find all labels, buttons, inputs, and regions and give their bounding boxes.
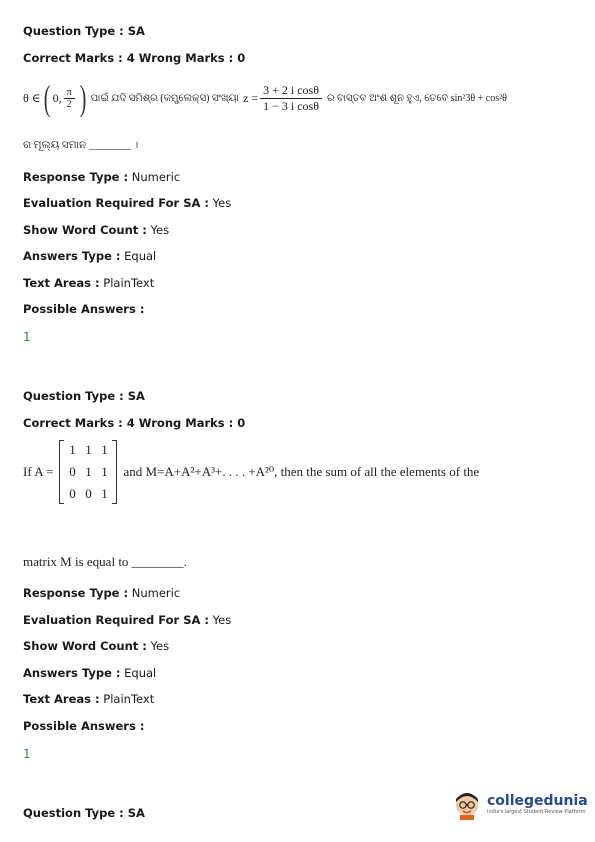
question-type-heading: Question Type : SA xyxy=(23,389,145,403)
field-value: Yes xyxy=(150,639,170,653)
field-value: Yes xyxy=(150,223,170,237)
frac-numerator: π xyxy=(64,87,75,99)
matrix-cell: 0 xyxy=(69,464,76,479)
possible-answer: 1 xyxy=(23,747,31,761)
field-label: Show Word Count : xyxy=(23,223,147,237)
interval-start: 0, xyxy=(52,90,62,105)
field-label: Text Areas : xyxy=(23,692,100,706)
matrix-cell: 1 xyxy=(101,442,108,457)
field-value: Numeric xyxy=(131,586,181,600)
field-value: Yes xyxy=(212,613,232,627)
field-label: Evaluation Required For SA : xyxy=(23,196,210,210)
field-label: Response Type : xyxy=(23,170,129,184)
answers-type xyxy=(23,249,156,263)
matrix-cell: 1 xyxy=(85,464,92,479)
possible-answer: 1 xyxy=(23,330,31,344)
question-statement xyxy=(23,76,507,120)
complex-fraction xyxy=(260,83,322,114)
question-statement-line2: ର ମୂଲ୍ୟ ସମାନ ________ । xyxy=(23,140,139,151)
right-paren: ) xyxy=(79,78,87,118)
odia-text-2: ର ବାସ୍ତବ ଅଂଶ ଶୂନ ହୁଏ, ତେବେ sin²3θ + cos²θ xyxy=(326,92,507,104)
field-label: Answers Type : xyxy=(23,666,121,680)
show-word-count xyxy=(23,223,169,237)
possible-answers-label: Possible Answers : xyxy=(23,719,145,733)
collegedunia-logo xyxy=(451,782,591,826)
show-word-count xyxy=(23,639,169,653)
text-areas xyxy=(23,276,154,290)
field-value: PlainText xyxy=(103,276,155,290)
field-label: Text Areas : xyxy=(23,276,100,290)
matrix-m-definition: and M=A+A²+A³+. . . . +A²⁰, then the sum of all the elements of the xyxy=(123,464,480,479)
field-label: Answers Type : xyxy=(23,249,121,263)
field-value: Numeric xyxy=(131,170,181,184)
z-equals: z = xyxy=(243,90,259,105)
odia-text-1: ପାଇଁ ଯଦି ସମିଶ୍ର (କମ୍ପ୍ଲେକ୍ସ) ସଂଖ୍ୟା xyxy=(90,92,240,104)
matrix-cell: 1 xyxy=(69,442,76,457)
question-statement-line2: matrix M is equal to ________. xyxy=(23,554,187,569)
text-areas xyxy=(23,692,154,706)
evaluation-required xyxy=(23,196,231,210)
field-value: Equal xyxy=(124,666,157,680)
logo-tagline: India's largest Student Review Platform xyxy=(487,808,586,815)
matrix-cell: 0 xyxy=(85,486,92,501)
logo-wordmark: collegedunia xyxy=(487,792,588,809)
question-type-heading: Question Type : SA xyxy=(23,806,145,820)
pi-over-two xyxy=(64,87,75,110)
theta-symbol: θ ∈ xyxy=(23,90,41,105)
response-type xyxy=(23,170,180,184)
left-paren: ( xyxy=(43,78,50,118)
evaluation-required xyxy=(23,613,231,627)
possible-answers-label: Possible Answers : xyxy=(23,302,145,316)
matrix-cell: 1 xyxy=(101,464,108,479)
field-label: Evaluation Required For SA : xyxy=(23,613,210,627)
marks-line: Correct Marks : 4 Wrong Marks : 0 xyxy=(23,51,246,65)
if-a-equals: If A = xyxy=(23,464,54,479)
field-value: PlainText xyxy=(103,692,155,706)
matrix-cell: 1 xyxy=(101,486,108,501)
question-type-heading: Question Type : SA xyxy=(23,24,145,38)
field-label: Show Word Count : xyxy=(23,639,147,653)
matrix-cell: 1 xyxy=(85,442,92,457)
complex-numerator: 3 + 2 i cosθ xyxy=(260,83,322,99)
field-value: Yes xyxy=(212,196,232,210)
field-value: Equal xyxy=(124,249,157,263)
response-type xyxy=(23,586,180,600)
mascot-icon xyxy=(451,788,483,820)
marks-line: Correct Marks : 4 Wrong Marks : 0 xyxy=(23,416,246,430)
field-label: Response Type : xyxy=(23,586,129,600)
frac-denominator: 2 xyxy=(66,98,72,110)
question-statement xyxy=(23,440,479,504)
matrix-cell: 0 xyxy=(69,486,76,501)
answers-type xyxy=(23,666,156,680)
complex-denominator: 1 − 3 i cosθ xyxy=(263,98,319,113)
matrix-a xyxy=(59,440,117,504)
